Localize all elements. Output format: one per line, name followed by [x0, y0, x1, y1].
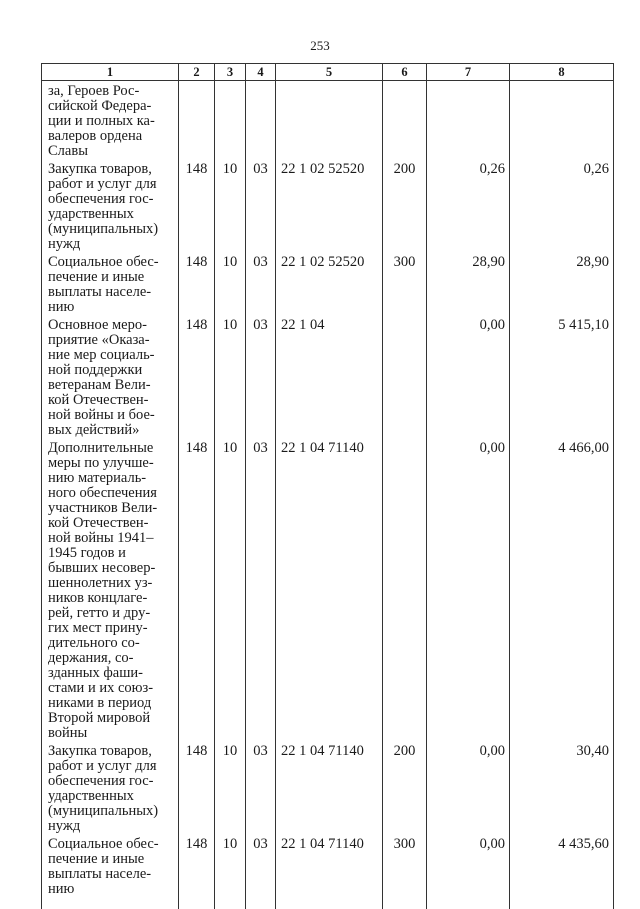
- row-amount-8: 0,26: [510, 159, 614, 252]
- table-row: [42, 159, 614, 252]
- row-subsection: 03: [246, 252, 276, 315]
- row-expense-type: [383, 438, 427, 741]
- header-cell-6: 6: [383, 64, 427, 81]
- row-name: Основное меро- приятие «Оказа- ние мер социаль- ной поддержки ветеранам Вели- кой Отечествен- ной войны и бое- вых действий»: [42, 315, 179, 438]
- row-amount-7: [427, 81, 510, 160]
- row-amount-8: [510, 81, 614, 160]
- row-admin-code: 148: [179, 315, 215, 438]
- page-number: 253: [310, 38, 330, 53]
- row-section: 10: [215, 438, 246, 741]
- row-admin-code: 148: [179, 834, 215, 909]
- row-amount-8: 4 466,00: [510, 438, 614, 741]
- row-amount-8: 30,40: [510, 741, 614, 834]
- row-section: 10: [215, 315, 246, 438]
- table-row: [42, 81, 614, 160]
- row-target-code: [276, 81, 383, 160]
- row-section: 10: [215, 834, 246, 909]
- row-section: 10: [215, 159, 246, 252]
- row-admin-code: 148: [179, 252, 215, 315]
- row-amount-7: 28,90: [427, 252, 510, 315]
- row-amount-8: 5 415,10: [510, 315, 614, 438]
- header-cell-7: 7: [427, 64, 510, 81]
- row-expense-type: 300: [383, 834, 427, 909]
- row-admin-code: 148: [179, 438, 215, 741]
- row-target-code: 22 1 04: [276, 315, 383, 438]
- header-cell-5: 5: [276, 64, 383, 81]
- row-subsection: [246, 81, 276, 160]
- row-subsection: 03: [246, 159, 276, 252]
- row-section: 10: [215, 741, 246, 834]
- header-cell-1: 1: [42, 64, 179, 81]
- row-subsection: 03: [246, 834, 276, 909]
- row-name: за, Героев Рос- сийской Федера- ции и полных ка- валеров ордена Славы: [42, 81, 179, 160]
- row-amount-7: 0,00: [427, 438, 510, 741]
- header-cell-3: 3: [215, 64, 246, 81]
- table-row: [42, 315, 614, 438]
- header-cell-4: 4: [246, 64, 276, 81]
- row-expense-type: [383, 81, 427, 160]
- budget-table: [41, 63, 614, 909]
- row-target-code: 22 1 04 71140: [276, 741, 383, 834]
- row-amount-7: 0,26: [427, 159, 510, 252]
- row-expense-type: [383, 315, 427, 438]
- row-target-code: 22 1 04 71140: [276, 438, 383, 741]
- row-name: Дополнительные меры по улучше- нию материаль- ного обеспечения участников Вели- кой Отечествен- ной войны 1941– 1945 годов и бывших несовер- шеннолетних уз- ников концлаге- рей, гетто и дру- гих мест прину- дительного со- держания, со- зданных фаши- стами и их союз- никами в период Второй мировой войны: [42, 438, 179, 741]
- row-amount-8: 28,90: [510, 252, 614, 315]
- table-row: [42, 252, 614, 315]
- row-subsection: 03: [246, 438, 276, 741]
- header-cell-8: 8: [510, 64, 614, 81]
- row-amount-8: 4 435,60: [510, 834, 614, 909]
- row-expense-type: 300: [383, 252, 427, 315]
- row-amount-7: 0,00: [427, 741, 510, 834]
- row-expense-type: 200: [383, 159, 427, 252]
- table-row: [42, 834, 614, 909]
- row-name: Закупка товаров, работ и услуг для обеспечения гос- ударственных (муниципальных) нужд: [42, 159, 179, 252]
- row-target-code: 22 1 02 52520: [276, 252, 383, 315]
- row-expense-type: 200: [383, 741, 427, 834]
- row-target-code: 22 1 02 52520: [276, 159, 383, 252]
- table-row: [42, 741, 614, 834]
- header-cell-2: 2: [179, 64, 215, 81]
- row-name: Закупка товаров, работ и услуг для обеспечения гос- ударственных (муниципальных) нужд: [42, 741, 179, 834]
- row-subsection: 03: [246, 741, 276, 834]
- row-name: Социальное обес- печение и иные выплаты населе- нию: [42, 834, 179, 909]
- row-admin-code: 148: [179, 741, 215, 834]
- row-amount-7: 0,00: [427, 834, 510, 909]
- row-amount-7: 0,00: [427, 315, 510, 438]
- row-name: Социальное обес- печение и иные выплаты населе- нию: [42, 252, 179, 315]
- row-admin-code: 148: [179, 159, 215, 252]
- row-target-code: 22 1 04 71140: [276, 834, 383, 909]
- row-section: [215, 81, 246, 160]
- row-subsection: 03: [246, 315, 276, 438]
- header-row: [42, 64, 614, 81]
- table-row: [42, 438, 614, 741]
- row-section: 10: [215, 252, 246, 315]
- row-admin-code: [179, 81, 215, 160]
